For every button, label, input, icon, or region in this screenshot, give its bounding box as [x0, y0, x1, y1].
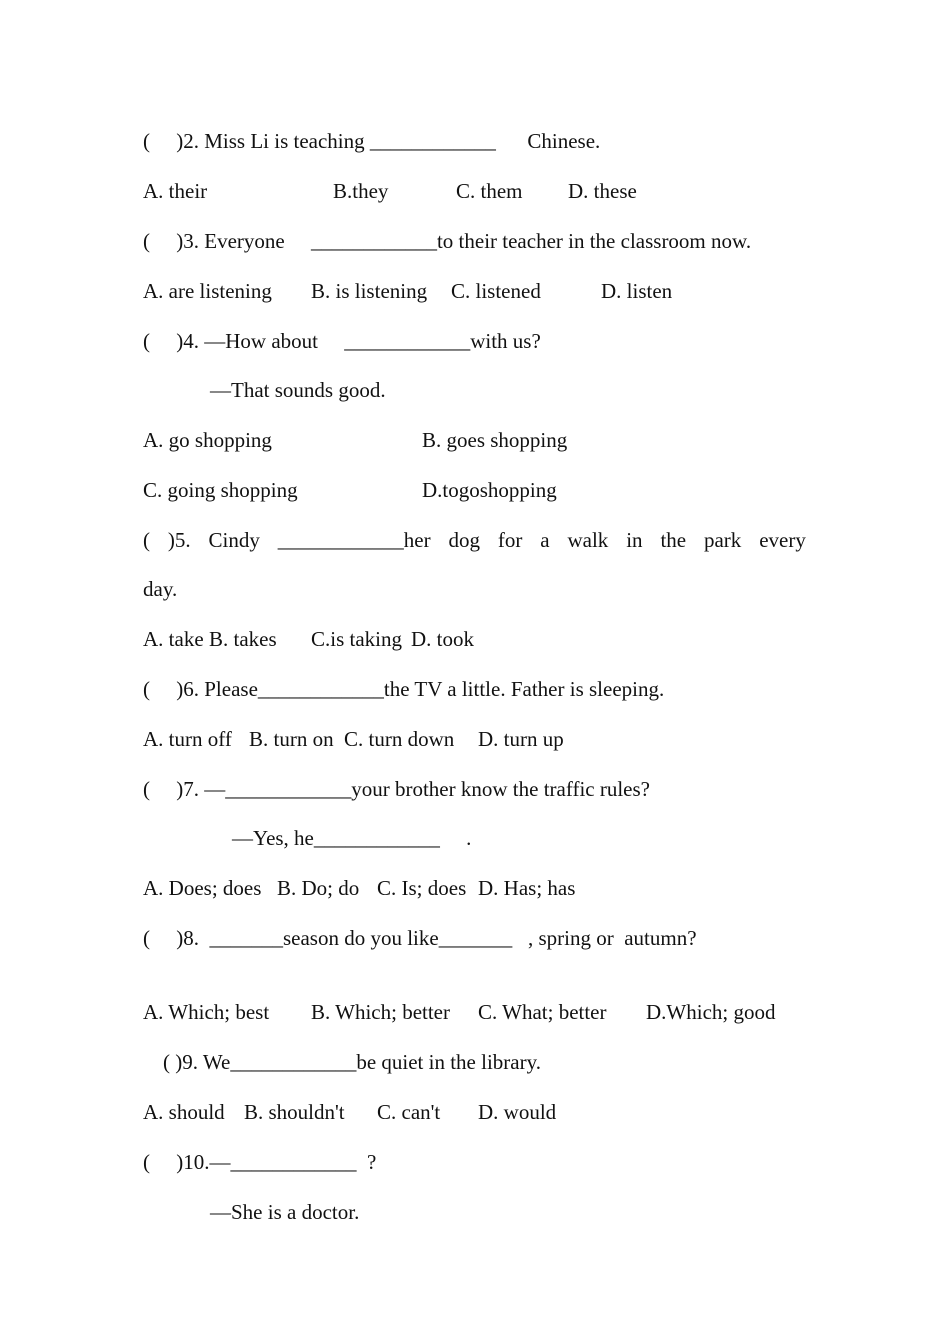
- q5-word: walk: [567, 528, 609, 552]
- q5-option-d: D. took: [411, 627, 474, 651]
- q9-option-a: A. should: [143, 1100, 225, 1124]
- q3-option-b: B. is listening: [311, 279, 428, 303]
- q5-word: the: [660, 528, 687, 552]
- q2-option-b: B.they: [333, 179, 389, 203]
- q4-option-c: C. going shopping: [143, 478, 298, 502]
- question-3-stem: ( )3. Everyone ____________to their teacher in the classroom now.: [143, 229, 752, 253]
- q5-word: dog: [448, 528, 480, 552]
- q6-option-c: C. turn down: [344, 727, 455, 751]
- q9-option-d: D. would: [478, 1100, 557, 1124]
- q8-option-b: B. Which; better: [311, 1000, 450, 1024]
- question-5-stem: [143, 528, 806, 552]
- q4-option-d: D.togoshopping: [422, 478, 557, 502]
- question-10-stem: ( )10.—____________ ?: [143, 1150, 377, 1174]
- question-7-stem: ( )7. —____________your brother know the traffic rules?: [143, 777, 650, 801]
- q5-word: )5.: [167, 528, 191, 552]
- q7-option-a: A. Does; does: [143, 876, 262, 900]
- q5-word: (: [143, 528, 150, 552]
- q7-option-b: B. Do; do: [277, 876, 360, 900]
- question-7-reply: —Yes, he____________ .: [232, 826, 472, 850]
- question-8-stem: ( )8. _______season do you like_______ , spring or autumn?: [143, 926, 697, 950]
- question-4-stem: ( )4. —How about ____________with us?: [143, 329, 541, 353]
- question-5-stem-continued: day.: [143, 577, 178, 601]
- question-4-reply: —That sounds good.: [210, 378, 386, 402]
- q5-word: Cindy: [208, 528, 260, 552]
- question-9-stem: ( )9. We____________be quiet in the library.: [163, 1050, 541, 1074]
- q6-option-a: A. turn off: [143, 727, 232, 751]
- q5-word: in: [626, 528, 643, 552]
- q5-word: for: [497, 528, 523, 552]
- q8-option-c: C. What; better: [478, 1000, 607, 1024]
- q3-option-d: D. listen: [601, 279, 673, 303]
- q7-option-c: C. Is; does: [377, 876, 467, 900]
- q2-option-a: A. their: [143, 179, 208, 203]
- q2-option-d: D. these: [568, 179, 637, 203]
- q8-option-d: D.Which; good: [646, 1000, 776, 1024]
- q5-word: park: [703, 528, 742, 552]
- q7-option-d: D. Has; has: [478, 876, 576, 900]
- q9-option-b: B. shouldn't: [244, 1100, 345, 1124]
- q6-option-b: B. turn on: [249, 727, 334, 751]
- q5-option-a: A. take: [143, 627, 204, 651]
- q5-option-b: B. takes: [209, 627, 277, 651]
- q9-option-c: C. can't: [377, 1100, 441, 1124]
- q5-word: a: [540, 528, 550, 552]
- q8-option-a: A. Which; best: [143, 1000, 270, 1024]
- question-2-stem: ( )2. Miss Li is teaching ____________ Chinese.: [143, 129, 601, 153]
- q2-option-c: C. them: [456, 179, 523, 203]
- q5-word: ____________her: [277, 528, 431, 552]
- question-10-reply: —She is a doctor.: [210, 1200, 360, 1224]
- q5-word: every: [759, 528, 806, 552]
- q6-option-d: D. turn up: [478, 727, 564, 751]
- question-6-stem: ( )6. Please____________the TV a little. Father is sleeping.: [143, 677, 665, 701]
- q3-option-a: A. are listening: [143, 279, 272, 303]
- q4-option-b: B. goes shopping: [422, 428, 568, 452]
- q4-option-a: A. go shopping: [143, 428, 272, 452]
- q3-option-c: C. listened: [451, 279, 541, 303]
- q5-option-c: C.is taking: [311, 627, 403, 651]
